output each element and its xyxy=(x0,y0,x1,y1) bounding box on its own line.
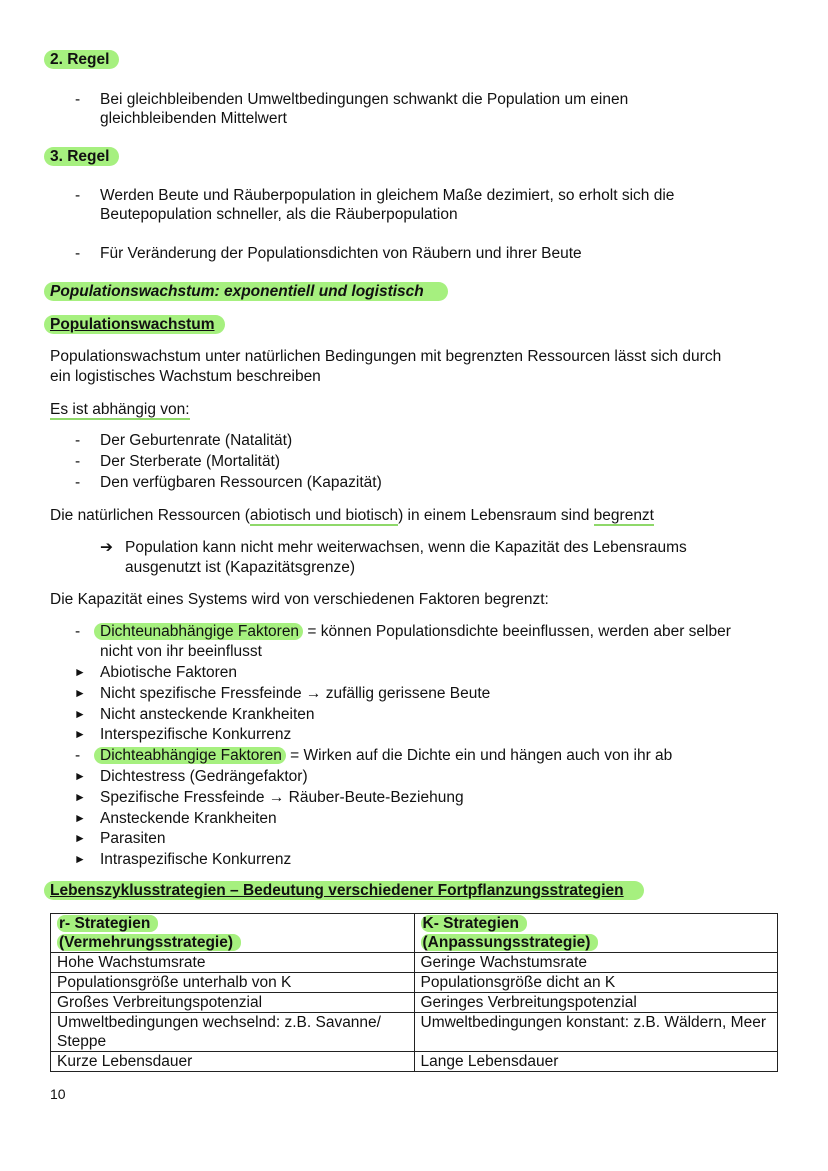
bullet-dash: - xyxy=(75,623,81,640)
dependent-item: Spezifische Fressfeinde → Räuber-Beute-Beziehung xyxy=(100,789,464,806)
independent-factors: Dichteunabhängige Faktoren = können Populationsdichte beeinflussen, werden aber selber nicht von ihr beeinflusst xyxy=(94,622,731,662)
triangle-bullet-icon: ► xyxy=(74,852,86,866)
heading-regel-3: 3. Regel xyxy=(44,148,119,166)
subsection-title: Populationswachstum xyxy=(44,316,225,334)
triangle-bullet-icon: ► xyxy=(74,665,86,679)
triangle-bullet-icon: ► xyxy=(74,727,86,741)
bullet-dash: - xyxy=(75,474,81,491)
triangle-bullet-icon: ► xyxy=(74,707,86,721)
bullet-dash: - xyxy=(75,187,81,204)
table-cell: Kurze Lebensdauer xyxy=(51,1052,415,1072)
independent-item: Interspezifische Konkurrenz xyxy=(100,726,292,743)
table-cell: Umweltbedingungen wechselnd: z.B. Savanne/ Steppe xyxy=(51,1013,415,1052)
independent-item: Abiotische Faktoren xyxy=(100,664,237,681)
independent-item: Nicht ansteckende Krankheiten xyxy=(100,706,315,723)
table-cell: Populationsgröße dicht an K xyxy=(414,973,778,993)
resources-sentence: Die natürlichen Ressourcen (abiotisch und biotisch) in einem Lebensraum sind begrenzt xyxy=(50,507,654,524)
k-strategy-header: K- Strategien (Anpassungsstrategie) xyxy=(414,914,778,953)
table-row xyxy=(51,993,778,1013)
table-cell: Geringes Verbreitungspotenzial xyxy=(414,993,778,1013)
bullet-dash: - xyxy=(75,747,81,764)
intro-paragraph: Populationswachstum unter natürlichen Bedingungen mit begrenzten Ressourcen lässt sich durch ein logistisches Wachstum beschreiben xyxy=(50,348,722,385)
triangle-bullet-icon: ► xyxy=(74,769,86,783)
table-cell: Großes Verbreitungspotenzial xyxy=(51,993,415,1013)
table-row xyxy=(51,973,778,993)
depends-label: Es ist abhängig von: xyxy=(50,401,190,418)
table-cell: Lange Lebensdauer xyxy=(414,1052,778,1072)
independent-item: Nicht spezifische Fressfeinde → zufällig gerissene Beute xyxy=(100,685,491,702)
arrow-right-icon: ➔ xyxy=(100,539,113,556)
triangle-bullet-icon: ► xyxy=(74,686,86,700)
dependent-item: Dichtestress (Gedrängefaktor) xyxy=(100,768,308,785)
table-cell: Umweltbedingungen konstant: z.B. Wäldern, Meer xyxy=(414,1013,778,1052)
capacity-sentence: Die Kapazität eines Systems wird von verschiedenen Faktoren begrenzt: xyxy=(50,591,549,608)
bullet-dash: - xyxy=(75,432,81,449)
triangle-bullet-icon: ► xyxy=(74,811,86,825)
bullet-dash: - xyxy=(75,453,81,470)
page-number: 10 xyxy=(50,1086,66,1102)
table-cell: Geringe Wachstumsrate xyxy=(414,953,778,973)
r-strategy-header: r- Strategien (Vermehrungsstrategie) xyxy=(51,914,415,953)
dependent-item: Parasiten xyxy=(100,830,166,847)
lifecycle-title: Lebenszyklusstrategien – Bedeutung verschiedener Fortpflanzungsstrategien xyxy=(44,882,644,900)
table-row xyxy=(51,1052,778,1072)
triangle-bullet-icon: ► xyxy=(74,831,86,845)
dependent-factors: Dichteabhängige Faktoren = Wirken auf die Dichte ein und hängen auch von ihr ab xyxy=(94,746,672,766)
strategy-table xyxy=(50,913,778,1072)
table-row xyxy=(51,953,778,973)
depends-item: Der Geburtenrate (Natalität) xyxy=(100,432,293,449)
table-cell: Hohe Wachstumsrate xyxy=(51,953,415,973)
bullet-dash: - xyxy=(75,91,81,108)
depends-item: Der Sterberate (Mortalität) xyxy=(100,453,281,470)
regel3-bullet-2: Für Veränderung der Populationsdichten von Räubern und ihrer Beute xyxy=(100,245,582,262)
table-row xyxy=(51,1013,778,1052)
table-header-row xyxy=(51,914,778,953)
section-title: Populationswachstum: exponentiell und logistisch xyxy=(44,283,448,301)
dependent-item: Intraspezifische Konkurrenz xyxy=(100,851,292,868)
table-cell: Populationsgröße unterhalb von K xyxy=(51,973,415,993)
depends-item: Den verfügbaren Ressourcen (Kapazität) xyxy=(100,474,382,491)
heading-regel-2: 2. Regel xyxy=(44,51,119,69)
regel2-bullet: Bei gleichbleibenden Umweltbedingungen schwankt die Population um einen gleichbleibenden Mittelwert xyxy=(100,91,629,127)
dependent-item: Ansteckende Krankheiten xyxy=(100,810,277,827)
bullet-dash: - xyxy=(75,245,81,262)
regel3-bullet-1: Werden Beute und Räuberpopulation in gleichem Maße dezimiert, so erholt sich die Beutepopulation schneller, als die Räuberpopulation xyxy=(100,187,675,223)
arrow-statement: Population kann nicht mehr weiterwachsen, wenn die Kapazität des Lebensraums ausgenutzt ist (Kapazitätsgrenze) xyxy=(125,539,687,576)
triangle-bullet-icon: ► xyxy=(74,790,86,804)
